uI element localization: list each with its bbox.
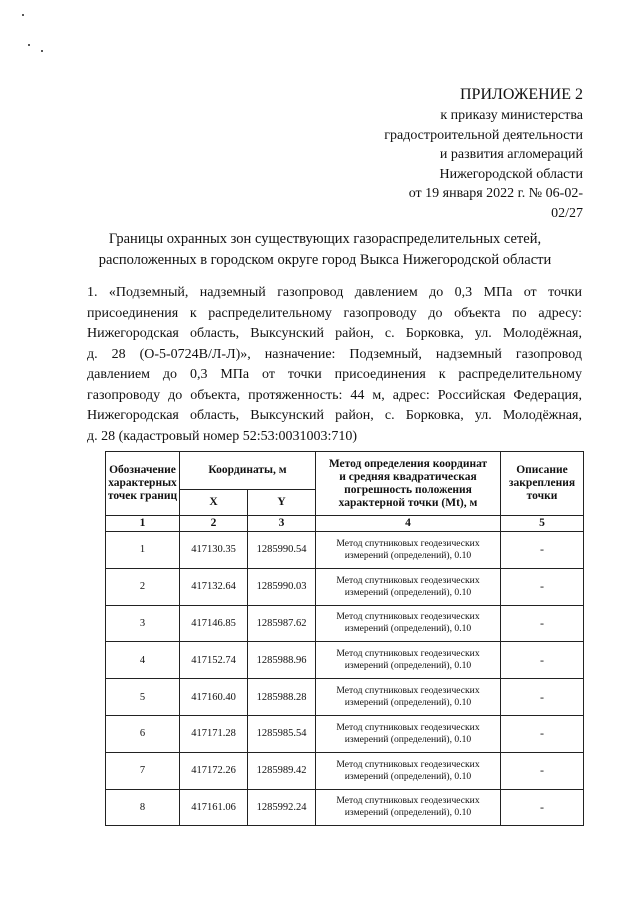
appendix-line: от 19 января 2022 г. № 06-02-: [408, 186, 583, 201]
description-cell: -: [501, 532, 584, 569]
coord-y: 1285988.96: [248, 642, 316, 679]
coord-y: 1285989.42: [248, 752, 316, 789]
paragraph-line: давлением до 0,3 МПа от точки присоединения к распределительному: [87, 367, 582, 382]
point-number: 4: [106, 642, 180, 679]
coord-x: 417146.85: [180, 605, 248, 642]
scan-speck: [28, 44, 30, 46]
description-cell: -: [501, 715, 584, 752]
description-cell: -: [501, 642, 584, 679]
appendix-line: градостроительной деятельности: [384, 127, 583, 143]
description-cell: -: [501, 605, 584, 642]
point-number: 5: [106, 679, 180, 716]
coord-x: 417130.35: [180, 532, 248, 569]
scan-speck: [41, 50, 43, 52]
header-method: Метод определения координат и средняя квадратическая погрешность положения характерной точки (Mt), м: [316, 452, 501, 516]
coord-y: 1285985.54: [248, 715, 316, 752]
method-cell: Метод спутниковых геодезических измерений (определений), 0.10: [316, 568, 501, 605]
coord-y: 1285987.62: [248, 605, 316, 642]
coord-x: 417172.26: [180, 752, 248, 789]
point-number: 1: [106, 532, 180, 569]
point-number: 2: [106, 568, 180, 605]
header-y: Y: [248, 490, 316, 516]
method-cell: Метод спутниковых геодезических измерений (определений), 0.10: [316, 642, 501, 679]
document-title: [70, 229, 580, 270]
column-number: 2: [180, 516, 248, 532]
coord-x: 417132.64: [180, 568, 248, 605]
header-coordinates: Координаты, м: [180, 452, 316, 490]
column-number: 4: [316, 516, 501, 532]
appendix-line: 02/27: [551, 205, 583, 221]
title-line: Границы охранных зон существующих газораспределительных сетей,: [108, 231, 542, 247]
section-paragraph: [87, 283, 582, 447]
paragraph-line: д. 28 (О-5-0724В/Л-Л)», назначение: Подземный, надземный газопровод: [87, 346, 582, 362]
paragraph-line: д. 28 (кадастровый номер 52:53:0031003:710): [87, 428, 358, 444]
point-number: 6: [106, 715, 180, 752]
coord-y: 1285990.03: [248, 568, 316, 605]
appendix-title: ПРИЛОЖЕНИЕ 2: [459, 86, 583, 103]
description-cell: -: [501, 752, 584, 789]
appendix-line: и развития агломераций: [439, 147, 583, 162]
title-line: расположенных в городском округе город Выкса Нижегородской области: [98, 251, 552, 268]
coord-x: 417161.06: [180, 789, 248, 826]
header-description: Описание закрепления точки: [501, 452, 584, 516]
column-number: 3: [248, 516, 316, 532]
appendix-header: [323, 84, 583, 223]
description-cell: -: [501, 789, 584, 826]
header-point: Обозначение характерных точек границ: [106, 452, 180, 516]
table-row: [106, 568, 584, 605]
paragraph-line: Нижегородская область, Выксунский район, с. Борковка, ул. Молодёжная,: [87, 408, 582, 423]
point-number: 8: [106, 789, 180, 826]
point-number: 7: [106, 752, 180, 789]
table-row: [106, 642, 584, 679]
point-number: 3: [106, 605, 180, 642]
paragraph-line: 1. «Подземный, надземный газопровод давлением до 0,3 МПа от точки: [87, 285, 582, 300]
scan-speck: [22, 14, 24, 16]
method-cell: Метод спутниковых геодезических измерений (определений), 0.10: [316, 715, 501, 752]
table-row: [106, 679, 584, 716]
column-number: 5: [501, 516, 584, 532]
header-x: X: [180, 490, 248, 516]
coord-x: 417152.74: [180, 642, 248, 679]
coord-y: 1285988.28: [248, 679, 316, 716]
appendix-line: к приказу министерства: [440, 108, 583, 123]
description-cell: -: [501, 568, 584, 605]
method-cell: Метод спутниковых геодезических измерений (определений), 0.10: [316, 789, 501, 826]
coord-y: 1285992.24: [248, 789, 316, 826]
method-cell: Метод спутниковых геодезических измерений (определений), 0.10: [316, 605, 501, 642]
appendix-line: Нижегородской области: [439, 166, 583, 182]
coord-x: 417160.40: [180, 679, 248, 716]
table-row: [106, 789, 584, 826]
paragraph-line: Нижегородская область, Выксунский район, с. Борковка, ул. Молодёжная,: [87, 326, 582, 341]
table-row: [106, 752, 584, 789]
coord-x: 417171.28: [180, 715, 248, 752]
coord-y: 1285990.54: [248, 532, 316, 569]
method-cell: Метод спутниковых геодезических измерений (определений), 0.10: [316, 679, 501, 716]
coordinates-table: [105, 451, 584, 826]
method-cell: Метод спутниковых геодезических измерений (определений), 0.10: [316, 532, 501, 569]
paragraph-line: газопроводу до объекта, протяженность: 44 м, адрес: Российская Федерация,: [87, 387, 582, 403]
paragraph-line: присоединения к распределительному газопроводу до объекта по адресу:: [87, 305, 582, 321]
description-cell: -: [501, 679, 584, 716]
method-cell: Метод спутниковых геодезических измерений (определений), 0.10: [316, 752, 501, 789]
column-number: 1: [106, 516, 180, 532]
table-row: [106, 605, 584, 642]
table-row: [106, 715, 584, 752]
table-row: [106, 532, 584, 569]
